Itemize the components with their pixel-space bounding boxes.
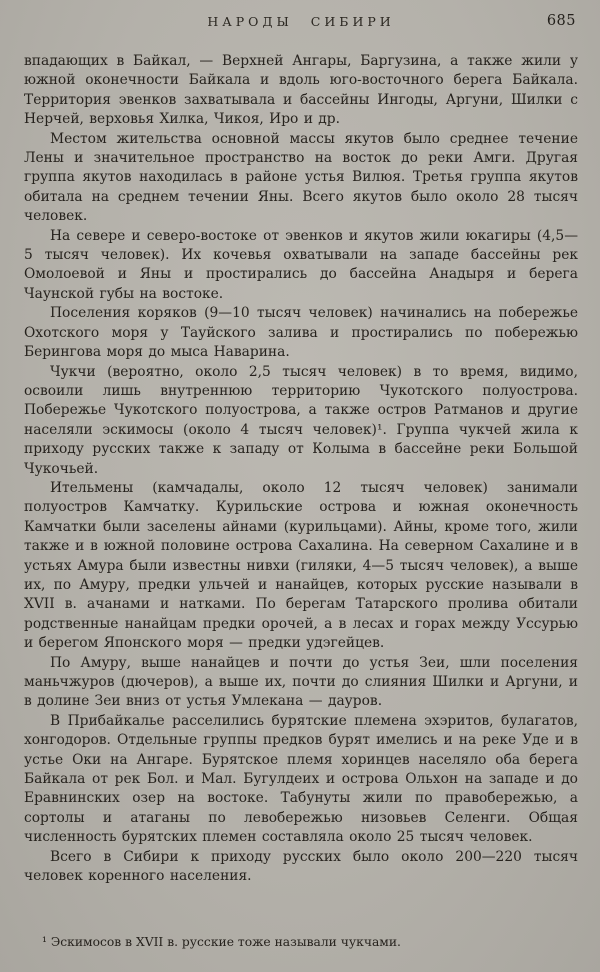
paragraph-itelmens: Ительмены (камчадалы, около 12 тысяч человек) занимали полуостров Камчатку. Курильские острова и южная оконечность Камчатки были заселены айнами (курильцами). Айны, кроме того, жили также и в южной половине острова Сахалина. На северном Сахалине и в устьях Амура были известны нивхи (гиляки, 4—5 тысяч человек), а выше их, по Амуру, предки ульчей и нанайцев, которых русские называли в XVII в. ачанами и натками. По берегам Татарского пролива обитали родственные нанайцам предки орочей, а в лесах и горах между Уссурью и берегом Японского моря — предки удэгейцев. [24, 479, 578, 652]
page-number: 685 [546, 13, 576, 29]
paragraph-koryaks: Поселения коряков (9—10 тысяч человек) начинались на побережье Охотского моря у Тауйского залива и простирались по побережью Берингова моря до мыса Наварина. [24, 305, 578, 361]
paragraph-total: Всего в Сибири к приходу русских было около 200—220 тысяч человек коренного населения. [24, 848, 578, 885]
paragraph-yakuts: Местом жительства основной массы якутов было среднее течение Лены и значительное пространство на восток до реки Амги. Другая группа якутов находилась в районе устья Вилюя. Третья группа якутов обитала на среднем течении Яны. Всего якутов было около 28 тысяч человек. [24, 130, 578, 225]
page-footer [24, 934, 578, 950]
page-body [24, 52, 578, 886]
paragraph-continuation: впадающих в Байкал, — Верхней Ангары, Баргузина, а также жили у южной оконечности Байкала и вдоль юго-восточного берега Байкала. Территория эвенков захватывала и бассейны Ингоды, Аргуни, Шилки с Нерчей, верховья Хилка, Чикоя, Иро и др. [24, 53, 578, 128]
page-header [24, 14, 578, 36]
paragraph-amur: По Амуру, выше нанайцев и почти до устья Зеи, шли поселения маньчжуров (дючеров), а выше их, почти до слияния Шилки и Аргуни, и в долине Зеи вниз от устья Умлекана — дауров. [24, 654, 578, 710]
running-title: НАРОДЫ СИБИРИ [207, 14, 395, 29]
footnote: ¹ Эскимосов в XVII в. русские тоже называли чукчами. [42, 935, 401, 949]
paragraph-chukchi: Чукчи (вероятно, около 2,5 тысяч человек) в то время, видимо, освоили лишь внутреннюю территорию Чукотского полуострова. Побережье Чукотского полуострова, а также остров Ратманов и другие населяли эскимосы (около 4 тысяч человек)¹. Группа чукчей жила к приходу русских также к западу от Колыма в бассейне реки Большой Чукочьей. [24, 363, 578, 477]
paragraph-yukagirs: На севере и северо-востоке от эвенков и якутов жили юкагиры (4,5—5 тысяч человек). Их кочевья охватывали на западе бассейны рек Омолоевой и Яны и простирались до бассейна Анадыря и берега Чаунской губы на востоке. [24, 227, 578, 302]
paragraph-buryats: В Прибайкалье расселились бурятские племена эхэритов, булагатов, хонгодоров. Отдельные группы предков бурят имелись и на реке Уде и в устье Оки на Ангаре. Бурятское племя хоринцев населяло оба берега Байкала от рек Бол. и Мал. Бугулдеих и острова Ольхон на западе и до Еравнинских озер на востоке. Табунуты жили по правобережью, а сортолы и атаганы по левобережью низовьев Селенги. Общая численность бурятских племен составляла около 25 тысяч человек. [24, 712, 578, 846]
